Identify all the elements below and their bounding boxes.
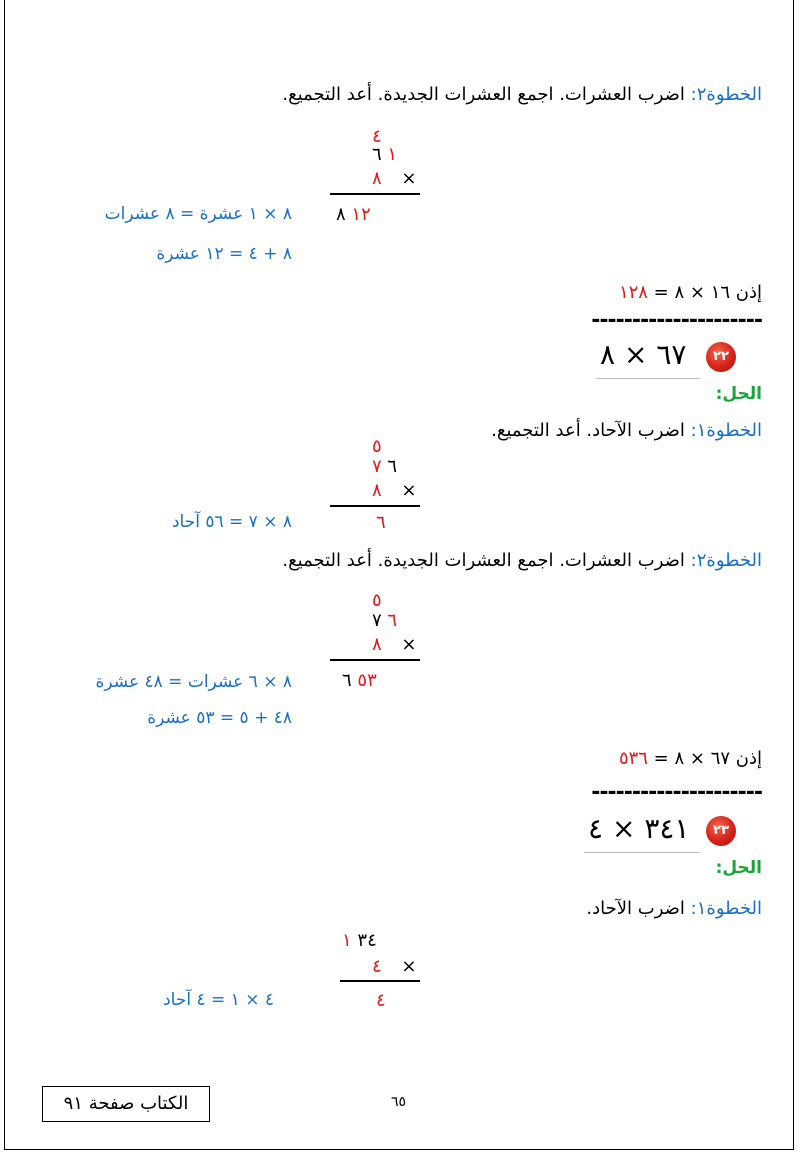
tens-digit: ٦ bbox=[387, 610, 398, 631]
result-red-part: ٥٣ bbox=[357, 670, 377, 691]
conclusion bbox=[619, 282, 762, 303]
multiplicand bbox=[372, 610, 397, 631]
multiplier-row bbox=[372, 480, 417, 501]
multiplicand bbox=[342, 930, 377, 951]
multiplier: ٨ bbox=[372, 168, 382, 189]
times-sign: × bbox=[401, 480, 417, 501]
step-text: اضرب الآحاد. أعد التجميع. bbox=[491, 420, 691, 441]
multiplier: ٤ bbox=[372, 956, 382, 977]
conclusion-answer: ٥٣٦ bbox=[618, 748, 648, 769]
result bbox=[336, 204, 371, 225]
result-bar bbox=[330, 659, 420, 661]
expression-underline bbox=[584, 852, 700, 853]
multiplicand bbox=[372, 144, 397, 165]
ones-digit: ٧ bbox=[372, 610, 382, 631]
carry-digit: ٥ bbox=[372, 590, 382, 611]
step-1-instruction bbox=[491, 420, 762, 441]
solution-label: الحل: bbox=[715, 384, 762, 404]
problem-expression: ٣٤١ × ٤ bbox=[588, 812, 690, 845]
step-text: اضرب الآحاد. bbox=[586, 898, 691, 919]
result-red-part: ١٢ bbox=[351, 204, 371, 225]
multiplier: ٨ bbox=[372, 634, 382, 655]
result-bar bbox=[330, 505, 420, 507]
step-2-instruction bbox=[282, 84, 762, 105]
multiplier: ٨ bbox=[372, 480, 382, 501]
problem-number-badge: ٢٢ bbox=[706, 342, 736, 372]
step-2-instruction bbox=[282, 550, 762, 571]
times-sign: × bbox=[401, 634, 417, 655]
ones-digit: ٦ bbox=[372, 144, 382, 165]
step-label: الخطوة٢: bbox=[690, 550, 762, 571]
explanation-1: ٨ × ١ عشرة = ٨ عشرات bbox=[104, 204, 292, 224]
step-1-instruction bbox=[586, 898, 762, 919]
tens-digit: ٦ bbox=[387, 456, 398, 477]
expression-underline bbox=[596, 378, 700, 379]
step-label: الخطوة٢: bbox=[690, 84, 762, 105]
result-bar bbox=[340, 980, 420, 982]
problem-number-badge: ٢٣ bbox=[706, 816, 736, 846]
divider: --------------------- bbox=[591, 308, 762, 333]
conclusion-answer: ١٢٨ bbox=[618, 282, 648, 303]
explanation: ٨ × ٧ = ٥٦ آحاد bbox=[171, 512, 292, 532]
result-bar bbox=[330, 193, 420, 195]
multiplier-row bbox=[372, 634, 417, 655]
explanation: ٤ × ١ = ٤ آحاد bbox=[163, 990, 274, 1010]
solution-label: الحل: bbox=[715, 858, 762, 878]
carry-digit: ٥ bbox=[372, 436, 382, 457]
step-label: الخطوة١: bbox=[690, 420, 762, 441]
result bbox=[342, 670, 377, 691]
book-page-reference: الكتاب صفحة ٩١ bbox=[42, 1086, 210, 1122]
multiplier-row bbox=[372, 956, 417, 977]
step-text: اضرب العشرات. اجمع العشرات الجديدة. أعد التجميع. bbox=[282, 84, 691, 105]
conclusion-prefix: إذن ٦٧ × ٨ = bbox=[647, 748, 762, 769]
result: ٦ bbox=[376, 512, 386, 533]
step-label: الخطوة١: bbox=[690, 898, 762, 919]
times-sign: × bbox=[401, 956, 417, 977]
explanation-1: ٨ × ٦ عشرات = ٤٨ عشرة bbox=[95, 672, 292, 692]
multiplicand bbox=[372, 456, 397, 477]
result-black-part: ٨ bbox=[336, 204, 346, 225]
carry-digit: ٤ bbox=[372, 126, 382, 147]
tens-digit: ١ bbox=[387, 144, 398, 165]
conclusion-prefix: إذن ١٦ × ٨ = bbox=[647, 282, 762, 303]
step-text: اضرب العشرات. اجمع العشرات الجديدة. أعد التجميع. bbox=[282, 550, 691, 571]
explanation-2: ٨ + ٤ = ١٢ عشرة bbox=[156, 244, 292, 264]
ones-digit: ٧ bbox=[372, 456, 382, 477]
page-number: ٦٥ bbox=[391, 1094, 407, 1110]
problem-expression: ٦٧ × ٨ bbox=[600, 338, 687, 371]
divider: --------------------- bbox=[591, 780, 762, 805]
result: ٤ bbox=[376, 990, 386, 1011]
result-black-part: ٦ bbox=[342, 670, 352, 691]
explanation-2: ٤٨ + ٥ = ٥٣ عشرة bbox=[147, 708, 292, 728]
times-sign: × bbox=[401, 168, 417, 189]
multiplier-row bbox=[372, 168, 417, 189]
conclusion bbox=[619, 748, 762, 769]
multiplicand-black: ٣٤ bbox=[357, 930, 377, 951]
multiplicand-ones: ١ bbox=[342, 930, 352, 951]
